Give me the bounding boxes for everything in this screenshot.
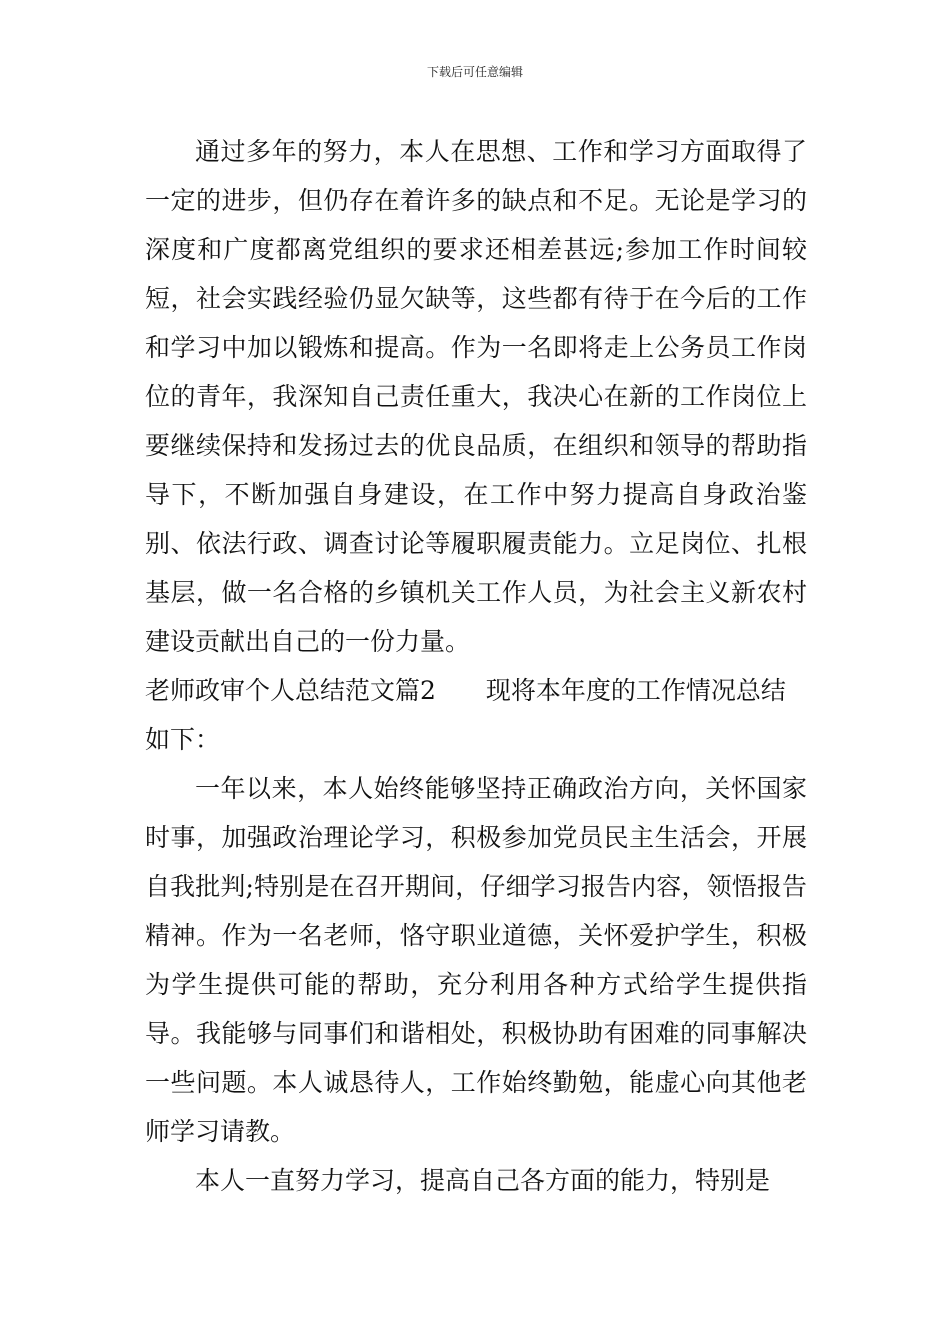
paragraph-3: 本人一直努力学习，提高自己各方面的能力，特别是: [195, 1166, 771, 1195]
page-header: 下载后可任意编辑: [426, 65, 523, 79]
section-intro: 现将本年度的工作情况总结: [485, 676, 786, 705]
section-title: 老师政审个人总结范文篇2: [145, 676, 436, 705]
section-intro-continued: 如下：: [145, 725, 221, 754]
document-body: [145, 127, 807, 1205]
section-title-line: [145, 666, 807, 715]
paragraph-2: 一年以来，本人始终能够坚持正确政治方向，关怀国家时事，加强政治理论学习，积极参加党员民主生活会，开展自我批判;特别是在召开期间，仔细学习报告内容，领悟报告精神。作为一名老师，恪守职业道德，关怀爱护学生，积极为学生提供可能的帮助，充分利用各种方式给学生提供指导。我能够与同事们和谐相处，积极协助有困难的同事解决一些问题。本人诚恳待人，工作始终勤勉，能虚心向其他老师学习请教。: [145, 774, 807, 1146]
paragraph-1: 通过多年的努力，本人在思想、工作和学习方面取得了一定的进步，但仍存在着许多的缺点和不足。无论是学习的深度和广度都离党组织的要求还相差甚远;参加工作时间较短，社会实践经验仍显欠缺等，这些都有待于在今后的工作和学习中加以锻炼和提高。作为一名即将走上公务员工作岗位的青年，我深知自己责任重大，我决心在新的工作岗位上要继续保持和发扬过去的优良品质，在组织和领导的帮助指导下，不断加强自身建设，在工作中努力提高自身政治鉴别、依法行政、调查讨论等履职履责能力。立足岗位、扎根基层，做一名合格的乡镇机关工作人员，为社会主义新农村建设贡献出自己的一份力量。: [145, 137, 807, 656]
